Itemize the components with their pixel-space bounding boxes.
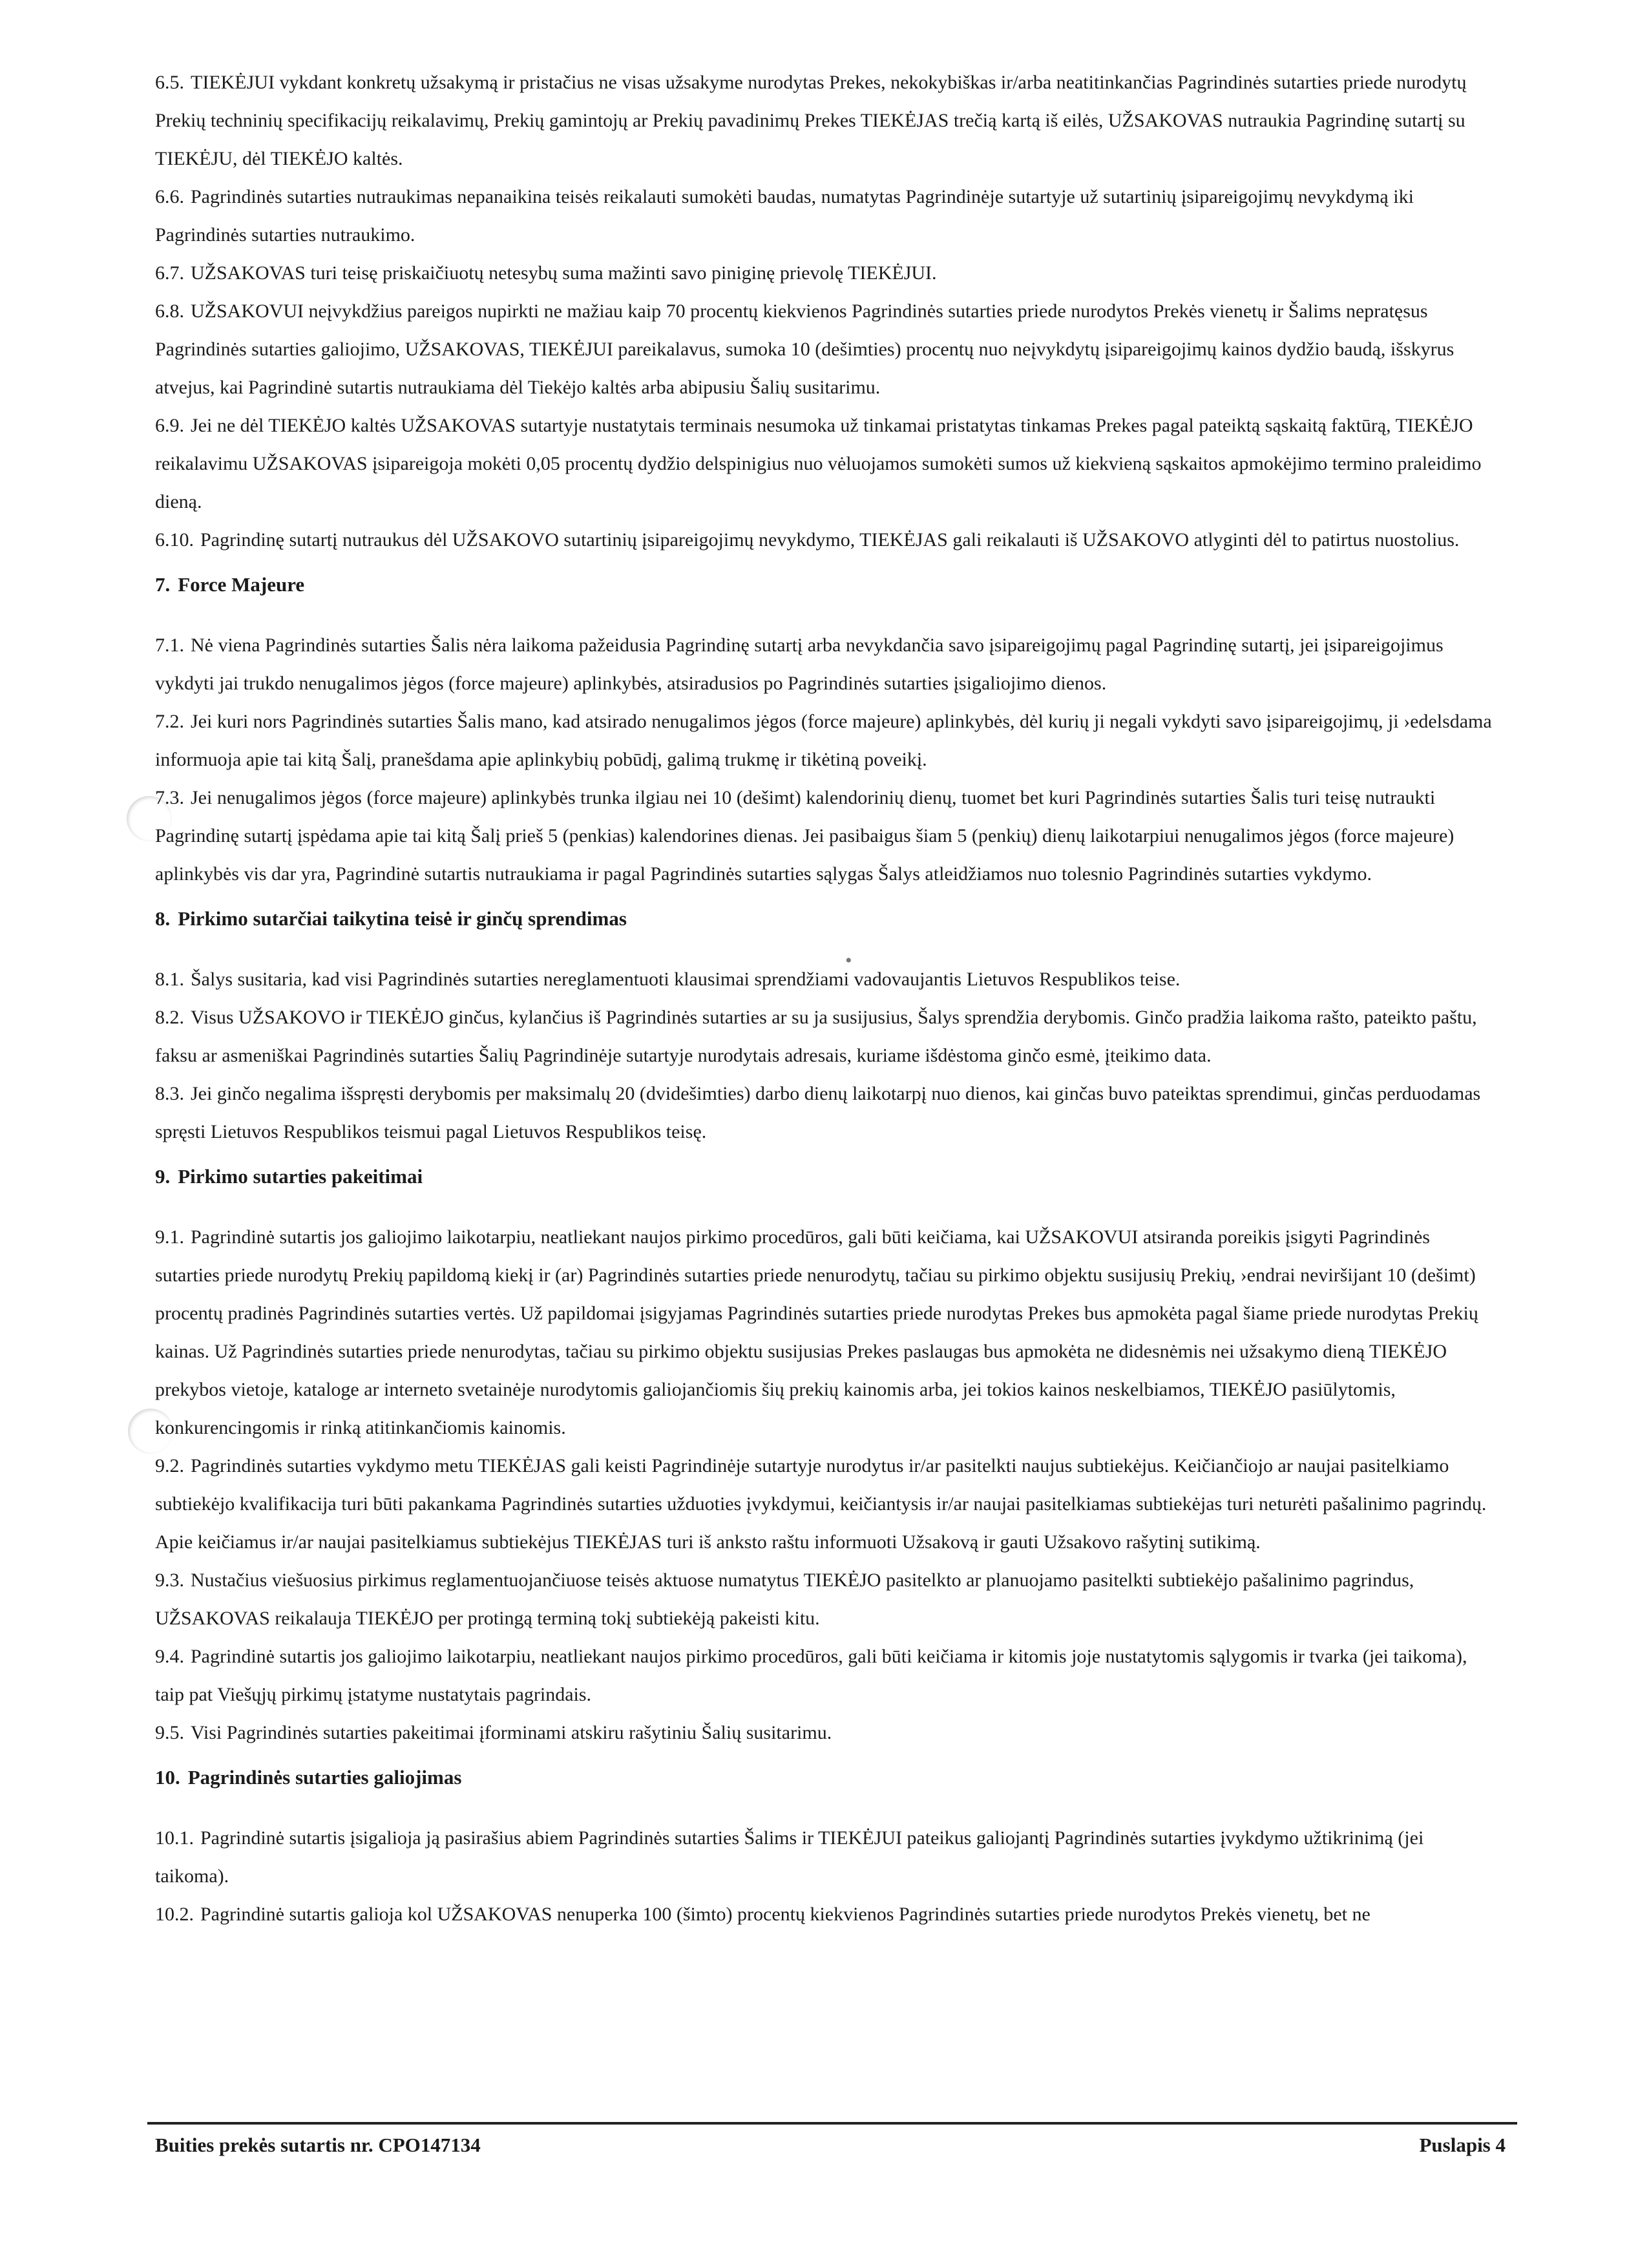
- paragraph-9-4: 9.4. Pagrindinė sutartis jos galiojimo laikotarpiu, neatliekant naujos pirkimo procedūros, gali būti keičiama ir kitomis joje nustatytomis sąlygomis ir tvarka (jei taikoma), taip pat Viešųjų pirkimų įstatyme nustatytais pagrindais.: [155, 1646, 1467, 1705]
- paragraph-6-9: 6.9. Jei ne dėl TIEKĖJO kaltės UŽSAKOVAS sutartyje nustatytais terminais nesumoka už tinkamai pristatytas tinkamas Prekes pagal pateiktą sąskaitą faktūrą, TIEKĖJO reikalavimu UŽSAKOVAS įsipareigoja mokėti 0,05 procentų dydžio delspinigius nuo vėluojamos sumokėti sumos už kiekvieną sąskaitos apmokėjimo termino praleidimo dieną.: [155, 415, 1482, 512]
- paragraph-8-2: 8.2. Visus UŽSAKOVO ir TIEKĖJO ginčus, kylančius iš Pagrindinės sutarties ar su ja susijusius, Šalys sprendžia derybomis. Ginčo pradžia laikoma rašto, pateikto paštu, faksu ar asmeniškai Pagrindinės sutarties Šalių Pagrindinėje sutartyje nurodytais adresais, kuriame išdėstoma ginčo esmė, įteikimo data.: [155, 1007, 1477, 1066]
- paragraph-6-5: 6.5. TIEKĖJUI vykdant konkretų užsakymą ir pristačius ne visas užsakyme nurodytas Prekes, nekokybiškas ir/arba neatitinkančias Pagrindinės sutarties priede nurodytų Prekių techninių specifikacijų reikalavimų, Prekių gamintojų ar Prekių pavadinimų Prekes TIEKĖJAS trečią kartą iš eilės, UŽSAKOVAS nutraukia Pagrindinę sutartį su TIEKĖJU, dėl TIEKĖJO kaltės.: [155, 72, 1467, 169]
- section-9-heading: 9. Pirkimo sutarties pakeitimai: [155, 1165, 423, 1188]
- paragraph-7-3: 7.3. Jei nenugalimos jėgos (force majeure) aplinkybės trunka ilgiau nei 10 (dešimt) kalendorinių dienų, tuomet bet kuri Pagrindinės sutarties Šalis turi teisę nutraukti Pagrindinę sutartį įspėdama apie tai kitą Šalį prieš 5 (penkias) kalendorines dienas. Jei pasibaigus šiam 5 (penkių) dienų laikotarpiui nenugalimos jėgos (force majeure) aplinkybės vis dar yra, Pagrindinė sutartis nutraukiama ir pagal Pagrindinės sutarties sąlygas Šalys atleidžiamos nuo tolesnio Pagrindinės sutarties vykdymo.: [155, 787, 1455, 885]
- paragraph-8-3: 8.3. Jei ginčo negalima išspręsti derybomis per maksimalų 20 (dvidešimties) darbo dienų laikotarpį nuo dienos, kai ginčas buvo pateiktas sprendimui, ginčas perduodamas spręsti Lietuvos Respublikos teismui pagal Lietuvos Respublikos teisę.: [155, 1083, 1481, 1142]
- paragraph-6-10: 6.10. Pagrindinę sutartį nutraukus dėl UŽSAKOVO sutartinių įsipareigojimų nevykdymo, TIEKĖJAS gali reikalauti iš UŽSAKOVO atlyginti dėl to patirtus nuostolius.: [155, 529, 1460, 551]
- footer-page-number: Puslapis 4: [1419, 2134, 1506, 2156]
- paragraph-6-6: 6.6. Pagrindinės sutarties nutraukimas nepanaikina teisės reikalauti sumokėti baudas, numatytas Pagrindinėje sutartyje už sutartinių įsipareigojimų nevykdymą iki Pagrindinės sutarties nutraukimo.: [155, 186, 1414, 246]
- section-7-heading: 7. Force Majeure: [155, 573, 305, 596]
- paragraph-10-1: 10.1. Pagrindinė sutartis įsigalioja ją pasirašius abiem Pagrindinės sutarties Šalims ir TIEKĖJUI pateikus galiojantį Pagrindinės sutarties įvykdymo užtikrinimą (jei taikoma).: [155, 1827, 1424, 1887]
- section-8-heading: 8. Pirkimo sutarčiai taikytina teisė ir ginčų sprendimas: [155, 907, 627, 930]
- paragraph-9-2: 9.2. Pagrindinės sutarties vykdymo metu TIEKĖJAS gali keisti Pagrindinėje sutartyje nurodytus ir/ar pasitelkti naujus subtiekėjus. Keičiančiojo ar naujai pasitelkiamo subtiekėjo kvalifikacija turi būti pakankama Pagrindinės sutarties užduoties įvykdymui, keičiantysis ir/ar naujai pasitelkiamas subtiekėjas turi neturėti pašalinimo pagrindų. Apie keičiamus ir/ar naujai pasitelkiamus subtiekėjus TIEKĖJAS turi iš anksto raštu informuoti Užsakovą ir gauti Užsakovo rašytinį sutikimą.: [155, 1455, 1487, 1553]
- paragraph-6-8: 6.8. UŽSAKOVUI neįvykdžius pareigos nupirkti ne mažiau kaip 70 procentų kiekvienos Pagrindinės sutarties priede nurodytos Prekės vienetų ir Šalims nepratęsus Pagrindinės sutarties galiojimo, UŽSAKOVAS, TIEKĖJUI pareikalavus, sumoka 10 (dešimties) procentų nuo neįvykdytų įsipareigojimų kainos dydžio baudą, išskyrus atvejus, kai Pagrindinė sutartis nutraukiama dėl Tiekėjo kaltės arba abipusiu Šalių susitarimu.: [155, 300, 1455, 398]
- paragraph-9-5: 9.5. Visi Pagrindinės sutarties pakeitimai įforminami atskiru rašytiniu Šalių susitarimu.: [155, 1722, 832, 1743]
- stray-ink-mark: •: [845, 950, 852, 971]
- paragraph-9-3: 9.3. Nustačius viešuosius pirkimus reglamentuojančiuose teisės aktuose numatytus TIEKĖJO pasitelkto ar planuojamo pasitelkti subtiekėjo pašalinimo pagrindus, UŽSAKOVAS reikalauja TIEKĖJO per protingą terminą tokį subtiekėją pakeisti kitu.: [155, 1570, 1414, 1629]
- footer-divider: [147, 2122, 1517, 2125]
- paragraph-7-1: 7.1. Nė viena Pagrindinės sutarties Šalis nėra laikoma pažeidusia Pagrindinę sutartį arba nevykdančia savo įsipareigojimų pagal Pagrindinę sutartį, jei įsipareigojimus vykdyti jai trukdo nenugalimos jėgos (force majeure) aplinkybės, atsiradusios po Pagrindinės sutarties įsigaliojimo dienos.: [155, 635, 1444, 694]
- paragraph-10-2: 10.2. Pagrindinė sutartis galioja kol UŽSAKOVAS nenuperka 100 (šimto) procentų kiekvienos Pagrindinės sutarties priede nurodytos Prekės vienetų, bet ne: [155, 1904, 1371, 1925]
- paragraph-6-7: 6.7. UŽSAKOVAS turi teisę priskaičiuotų netesybų suma mažinti savo piniginę prievolę TIEKĖJUI.: [155, 262, 937, 284]
- paragraph-7-2: 7.2. Jei kuri nors Pagrindinės sutarties Šalis mano, kad atsirado nenugalimos jėgos (force majeure) aplinkybės, dėl kurių ji negali vykdyti savo įsipareigojimų, ji ›edelsdama informuoja apie tai kitą Šalį, pranešdama apie aplinkybių pobūdį, galimą trukmę ir tikėtiną poveikį.: [155, 711, 1492, 770]
- paragraph-9-1: 9.1. Pagrindinė sutartis jos galiojimo laikotarpiu, neatliekant naujos pirkimo procedūros, gali būti keičiama, kai UŽSAKOVUI atsiranda poreikis įsigyti Pagrindinės sutarties priede nurodytų Prekių papildomą kiekį ir (ar) Pagrindinės sutarties priede nenurodytų, tačiau su pirkimo objektu susijusių Prekių, ›endrai neviršijant 10 (dešimt) procentų pradinės Pagrindinės sutarties vertės. Už papildomai įsigyjamas Pagrindinės sutarties priede nurodytas Prekes bus apmokėta pagal šiame priede nurodytas Prekių kainas. Už Pagrindinės sutarties priede nenurodytas, tačiau su pirkimo objektu susijusias Prekes paslaugas bus apmokėta ne didesnėmis nei užsakymo dieną TIEKĖJO prekybos vietoje, kataloge ar interneto svetainėje nurodytomis galiojančiomis šių prekių kainomis arba, jei tokios kainos neskelbiamos, TIEKĖJO pasiūlytomis, konkurencingomis ir rinką atitinkančiomis kainomis.: [155, 1226, 1478, 1438]
- document-body: [155, 63, 1499, 1933]
- section-10-heading: 10. Pagrindinės sutarties galiojimas: [155, 1766, 462, 1789]
- footer-contract-number: Buities prekės sutartis nr. CPO147134: [155, 2134, 481, 2156]
- paragraph-8-1: 8.1. Šalys susitaria, kad visi Pagrindinės sutarties nereglamentuoti klausimai sprendžiami vadovaujantis Lietuvos Respublikos teise.: [155, 969, 1181, 990]
- page-footer: [155, 2134, 1506, 2157]
